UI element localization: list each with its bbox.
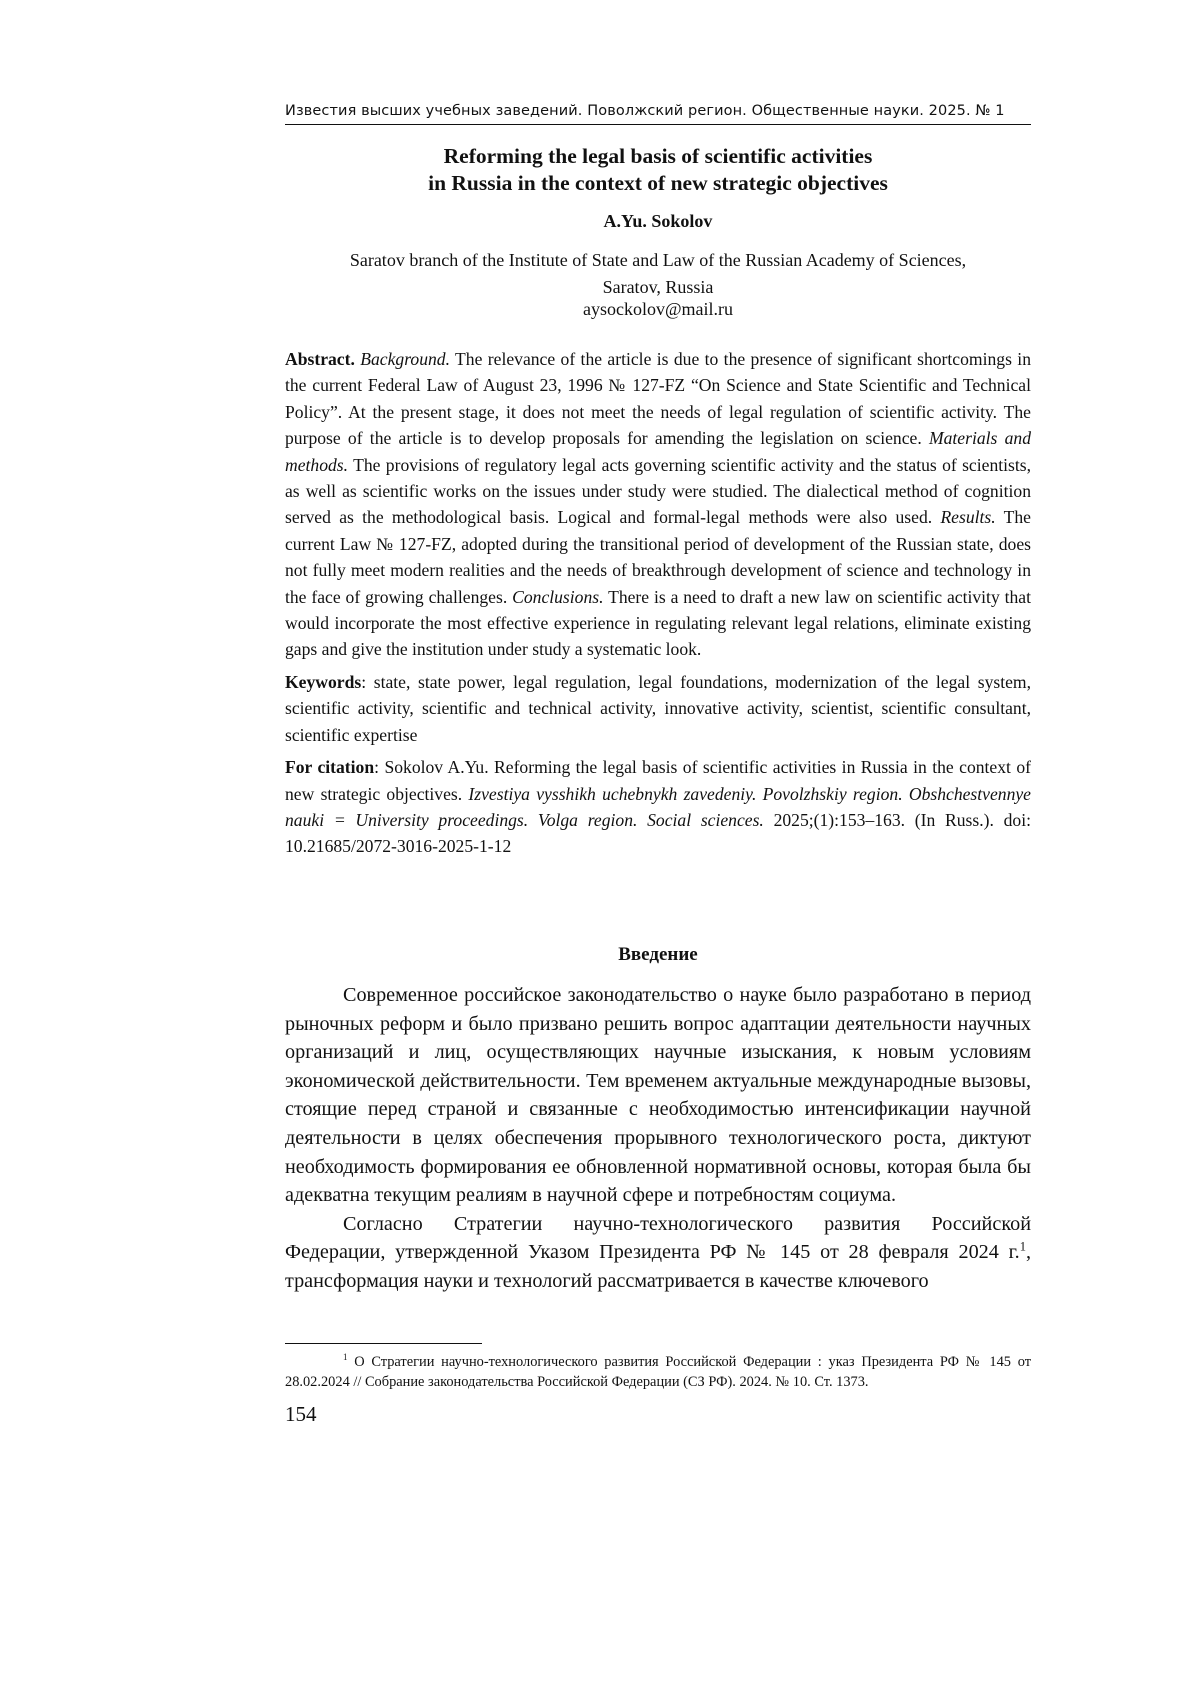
keywords-paragraph [285, 669, 1031, 748]
footnote [285, 1352, 1031, 1392]
section-title: Введение [618, 944, 698, 965]
background-label: Background. [360, 349, 450, 369]
abstract-paragraph [285, 346, 1031, 663]
title-line-1: Reforming the legal basis of scientific activities [443, 144, 873, 168]
citation-paragraph [285, 754, 1031, 860]
footnote-number: 1 [343, 1352, 348, 1363]
citation-journal: Izvestiya vysshikh uchebnykh zavedeniy. Povolzhskiy region. Obshchestvennye nauki = University proceedings. Volga region. Social sciences. [285, 783, 1031, 830]
keywords-label: Keywords [285, 671, 362, 692]
body-paragraph-1: Современное российское законодательство о науке было разработано в период рыночных реформ и было призвано решить вопрос адаптации деятельности научных организаций и лиц, осуществляющих научные изыскания, к новым условиям экономической действительности. Тем временем актуальные международные вызовы, стоящие перед страной и связанные с необходимостью интенсификации научной деятельности в целях обеспечения прорывного технологического роста, диктуют необходимость формирования ее обновленной нормативной основы, которая была бы адекватна текущим реалиям в научной сфере и потребностям социума. [285, 984, 1031, 1207]
paragraph2-text-before: Согласно Стратегии научно-технологического развития Российской Федерации, утвержденной Указом Президента РФ № 145 от 28 февраля 2024 г. [285, 1212, 1031, 1264]
footnote-divider [285, 1343, 482, 1344]
body-text [285, 981, 1031, 1296]
conclusions-text: There is a need to draft a new law on scientific activity that would incorporate the most effective experience in regulating relevant legal relations, eliminate existing gaps and give the institution under study a systematic look. [285, 586, 1032, 660]
results-text: The current Law № 127-FZ, adopted during the transitional period of development of the Russian state, does not fully meet modern realities and the needs of breakthrough development of science and technology in the face of growing challenges. [285, 507, 1031, 607]
methods-text: The provisions of regulatory legal acts governing scientific activity and the status of scientists, as well as scientific works on the issues under study were studied. The dialectical method of cognition served as the methodological basis. Logical and formal-legal methods were also used. [285, 454, 1031, 528]
citation-label: For citation [285, 757, 375, 778]
background-text: The relevance of the article is due to the presence of significant shortcomings in the current Federal Law of August 23, 1996 № 127-FZ “On Science and State Scientific and Technical Policy”. At the present stage, it does not meet the needs of legal regulation of scientific activity. The purpose of the article is to develop proposals for amending the legislation on science. [285, 349, 1031, 449]
author-name: A.Yu. Sokolov [603, 211, 713, 231]
title-line-2: in Russia in the context of new strategic objectives [428, 171, 888, 195]
abstract-block [285, 346, 1031, 866]
article-title [285, 143, 1031, 197]
affiliation-line-1: Saratov branch of the Institute of State and Law of the Russian Academy of Sciences, [349, 250, 967, 270]
author-email: aysockolov@mail.ru [582, 299, 734, 319]
running-header: Известия высших учебных заведений. Поволжский регион. Общественные науки. 2025. № 1 [285, 103, 1031, 125]
footnote-reference[interactable]: 1 [1019, 1239, 1026, 1254]
citation-text-before: : Sokolov A.Yu. Reforming the legal basis of scientific activities in Russia in the context of new strategic objectives. [285, 757, 1031, 804]
body-paragraph-2 [285, 1210, 1031, 1296]
paragraph2-text-after: , трансформация науки и технологий рассматривается в качестве ключевого [285, 1241, 1031, 1292]
citation-text-after: 2025;(1):153–163. (In Russ.). doi: 10.21685/2072-3016-2025-1-12 [285, 809, 1031, 857]
keywords-text: : state, state power, legal regulation, legal foundations, modernization of the legal system, scientific activity, scientific and technical activity, innovative activity, scientist, scientific consultant, scientific expertise [285, 671, 1031, 745]
conclusions-label: Conclusions. [512, 586, 604, 607]
page-number: 154 [285, 1402, 317, 1426]
methods-label: Materials and methods. [285, 428, 1031, 475]
results-label: Results. [940, 507, 996, 528]
affiliation-line-2: Saratov, Russia [602, 277, 714, 297]
abstract-label: Abstract. [285, 349, 355, 369]
footnote-text: О Стратегии научно-технологического развития Российской Федерации : указ Президента РФ № 145 от 28.02.2024 // Собрание законодательства Российской Федерации (СЗ РФ). 2024. № 10. Ст. 1373. [285, 1354, 1031, 1390]
affiliation [285, 247, 1031, 301]
